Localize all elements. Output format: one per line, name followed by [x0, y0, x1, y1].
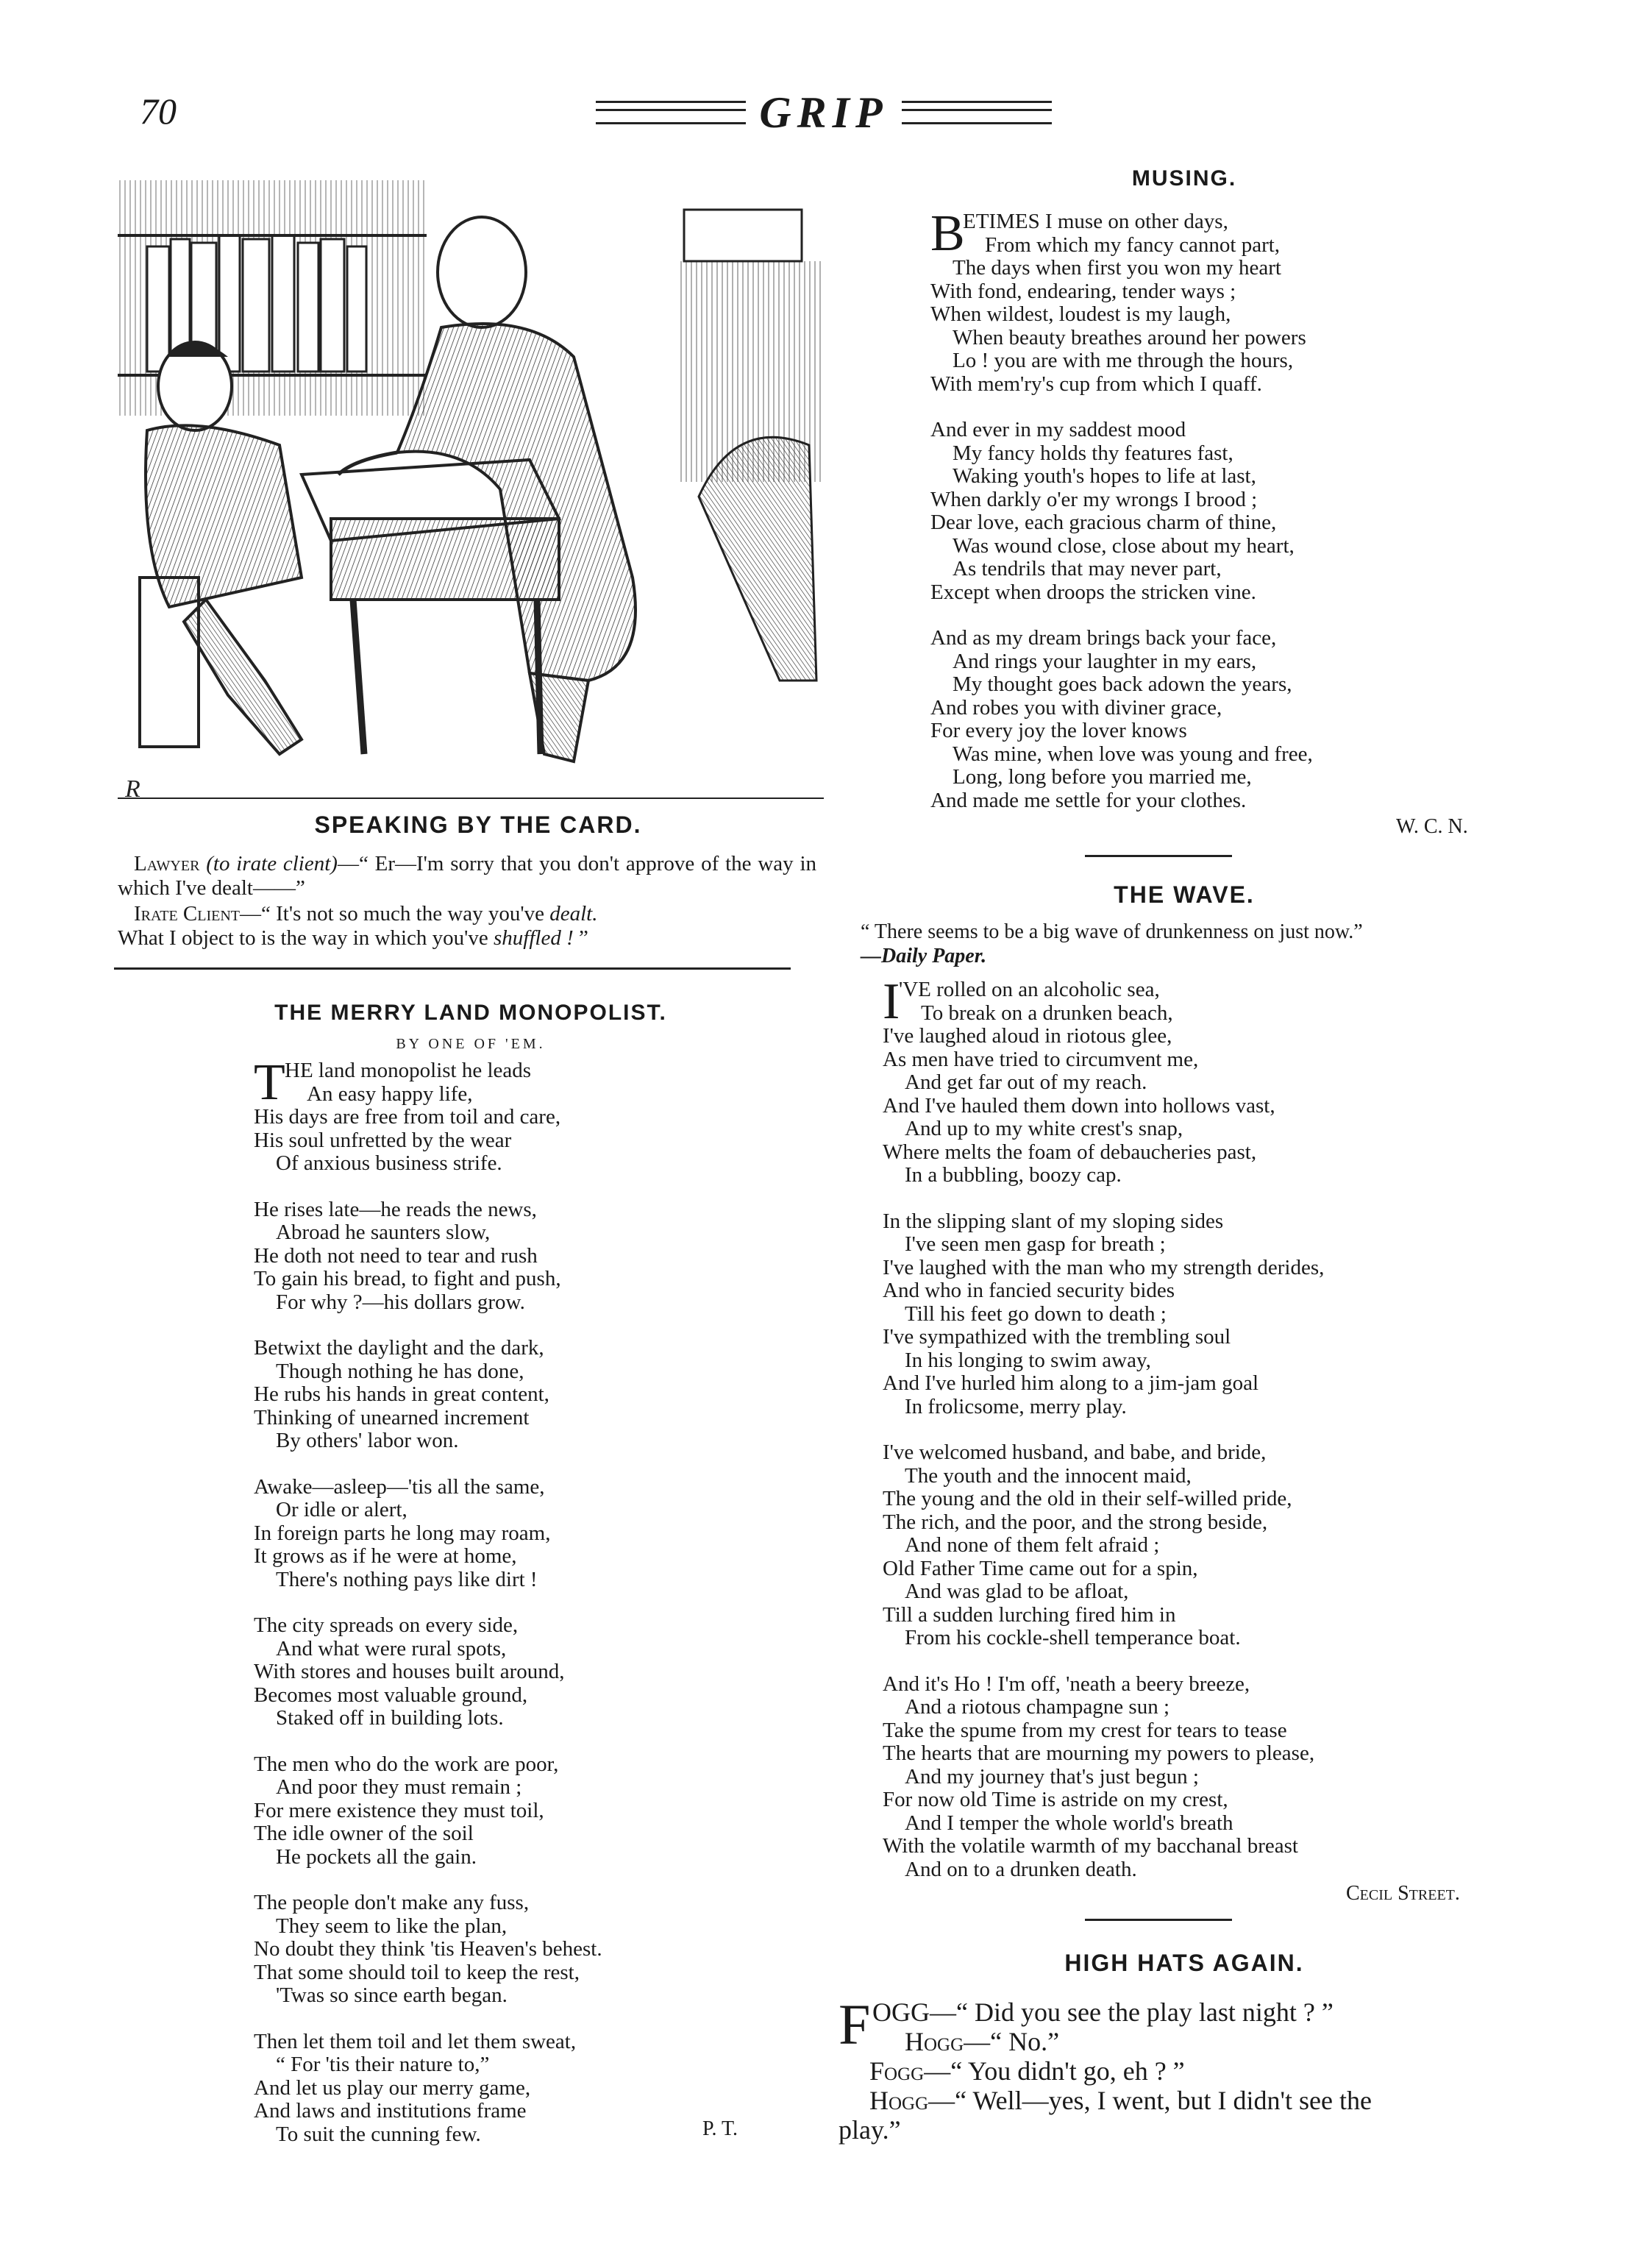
poem-line: And laws and institutions frame [254, 2099, 527, 2123]
cartoon-caption [118, 852, 816, 901]
poem-line: And it's Ho ! I'm off, 'neath a beery breeze, [883, 1672, 1250, 1696]
dialogue-block [839, 1992, 1537, 2056]
stanza [254, 1476, 783, 1592]
poem-line: “ For 'tis their nature to,” [276, 2053, 490, 2076]
poem-line: His soul unfretted by the wear [254, 1128, 512, 1152]
poem-line: Was wound close, close about my heart, [953, 533, 1295, 558]
poem-line: Becomes most valuable ground, [254, 1683, 528, 1707]
masthead-rule-right [902, 101, 1052, 124]
monopolist-byline: BY ONE OF 'EM. [396, 1036, 546, 1052]
poem-line: He doth not need to tear and rush [254, 1243, 538, 1268]
poem-line: And on to a drunken death. [905, 1857, 1137, 1881]
epigraph-source: —Daily Paper. [861, 945, 987, 967]
poem-line: Abroad he saunters slow, [276, 1221, 491, 1244]
stanza [254, 1054, 783, 1176]
poem-line: Waking youth's hopes to life at last, [953, 464, 1256, 488]
poem-line: The men who do the work are poor, [254, 1752, 559, 1776]
lawyer-line: —“ Er—I'm sorry that you don't approve of the way in which I've dealt——” [118, 852, 816, 900]
poem-line: With the volatile warmth of my bacchanal breast [883, 1834, 1298, 1858]
masthead-rule-left [596, 101, 746, 124]
poem-line: As men have tried to circumvent me, [883, 1047, 1199, 1071]
poem-line: My thought goes back adown the years, [953, 672, 1292, 696]
poem-line: And made me settle for your clothes. [930, 788, 1247, 812]
poem-line: As tendrils that may never part, [953, 557, 1222, 580]
separator [1085, 1919, 1232, 1921]
poem-line: In foreign parts he long may roam, [254, 1521, 551, 1545]
poem-line: Where melts the foam of debaucheries past, [883, 1140, 1257, 1164]
stanza [883, 1210, 1530, 1419]
poem-line: Was mine, when love was young and free, [953, 742, 1313, 766]
poem-line: ETIMES I muse on other days, [963, 210, 1228, 233]
wave-epigraph [861, 920, 1523, 968]
poem-line: Old Father Time came out for a spin, [883, 1556, 1198, 1580]
client-em-1: dealt. [549, 902, 598, 926]
poem-line: From which my fancy cannot part, [985, 232, 1281, 257]
page-number: 70 [140, 90, 177, 132]
poem-line: And I've hauled them down into hollows vast, [883, 1093, 1275, 1118]
poem-line: I've seen men gasp for breath ; [905, 1232, 1166, 1256]
poem-line: Though nothing he has done, [276, 1359, 524, 1383]
poem-line: When darkly o'er my wrongs I brood ; [930, 487, 1258, 511]
stanza [930, 419, 1541, 604]
poem-line: And who in fancied security bides [883, 1279, 1175, 1302]
poem-line: Dear love, each gracious charm of thine, [930, 511, 1277, 534]
poem-line: In frolicsome, merry play. [905, 1394, 1127, 1418]
dialogue-line: play.” [839, 2115, 901, 2145]
musing-poem [930, 205, 1541, 835]
poem-line: In his longing to swim away, [905, 1348, 1151, 1372]
poem-line: For every joy the lover knows [930, 719, 1187, 742]
client-caption [118, 902, 816, 951]
poem-line: There's nothing pays like dirt ! [276, 1567, 538, 1591]
poem-line: I've laughed with the man who my strength derides, [883, 1255, 1325, 1279]
poem-line: In the slipping slant of my sloping sides [883, 1209, 1224, 1233]
poem-line: Take the spume from my crest for tears to tease [883, 1718, 1287, 1742]
poem-line: His days are free from toil and care, [254, 1105, 561, 1129]
monopolist-signature: P. T. [702, 2117, 738, 2140]
poem-line: And poor they must remain ; [276, 1775, 522, 1799]
client-line-2: What I object to is the way in which you've [118, 926, 494, 950]
poem-line: The people don't make any fuss, [254, 1891, 530, 1914]
poem-line: Till a sudden lurching fired him in [883, 1602, 1176, 1627]
poem-line: He rises late—he reads the news, [254, 1197, 537, 1221]
poem-line: That some should toil to keep the rest, [254, 1960, 580, 1984]
poem-line: The young and the old in their self-willed pride, [883, 1487, 1292, 1510]
poem-line: And ever in my saddest mood [930, 418, 1186, 441]
poem-line: The days when first you won my heart [953, 256, 1281, 280]
dialogue-text: —“ No.” [964, 2027, 1060, 2056]
dropcap: B [930, 205, 965, 262]
separator [1085, 855, 1232, 857]
poem-line: Except when droops the stricken vine. [930, 580, 1256, 604]
wave-poem [883, 973, 1530, 1904]
monopolist-poem [254, 1054, 783, 2169]
stanza [254, 1614, 783, 1730]
poem-line: HE land monopolist he leads [285, 1059, 532, 1082]
dropcap: I [883, 973, 900, 1030]
poem-line: I've sympathized with the trembling soul [883, 1325, 1231, 1349]
dialogue-line: OGG—“ Did you see the play last night ? ” [872, 1997, 1334, 2027]
poem-line: The idle owner of the soil [254, 1822, 474, 1845]
poem-line: The city spreads on every side, [254, 1613, 519, 1637]
lawyer-direction: (to irate client) [206, 852, 338, 875]
poem-line: The youth and the innocent maid, [905, 1463, 1192, 1488]
poem-line: To gain his bread, to fight and push, [254, 1267, 561, 1290]
poem-line: And a riotous champagne sun ; [905, 1695, 1170, 1719]
dropcap: T [254, 1054, 285, 1111]
poem-line: Thinking of unearned increment [254, 1405, 530, 1429]
wave-title: THE WAVE. [1114, 881, 1255, 908]
poem-line: The rich, and the poor, and the strong beside, [883, 1510, 1268, 1534]
poem-line: Till his feet go down to death ; [905, 1301, 1167, 1326]
poem-line: Or idle or alert, [276, 1498, 407, 1521]
stanza [254, 1892, 783, 2008]
poem-line: And rings your laughter in my ears, [953, 649, 1257, 673]
armchair [699, 437, 816, 681]
client-speaker: Irate Client [134, 902, 241, 926]
client-em-2: shuffled ! [493, 926, 574, 950]
poem-line: With fond, endearing, tender ways ; [930, 279, 1236, 303]
poem-line: In a bubbling, boozy cap. [905, 1163, 1122, 1187]
stanza [883, 973, 1530, 1187]
stanza [254, 1753, 783, 1869]
masthead-title: GRIP [759, 88, 889, 137]
poem-line: And let us play our merry game, [254, 2075, 531, 2100]
dialogue-line [839, 2027, 1537, 2056]
epigraph-text: “ There seems to be a big wave of drunkenness on just now.” [861, 920, 1363, 943]
dialogue-text: —“ Well—yes, I went, but I didn't see the [928, 2086, 1372, 2115]
dialogue-line [839, 2086, 1537, 2115]
poem-line: It grows as if he were at home, [254, 1544, 517, 1568]
poem-line: They seem to like the plan, [276, 1914, 508, 1938]
poem-line: With mem'ry's cup from which I quaff. [930, 372, 1262, 396]
stanza [930, 205, 1541, 396]
poem-line: The hearts that are mourning my powers to please, [883, 1741, 1315, 1765]
stanza [254, 1198, 783, 1315]
poem-line: For now old Time is astride on my crest, [883, 1788, 1228, 1811]
poem-line: No doubt they think 'tis Heaven's behest. [254, 1937, 602, 1961]
poem-line: With stores and houses built around, [254, 1660, 565, 1683]
poem-line: Staked off in building lots. [276, 1706, 504, 1730]
poem-line: And as my dream brings back your face, [930, 626, 1277, 650]
poem-line: And what were rural spots, [276, 1636, 507, 1660]
client-line-1: —“ It's not so much the way you've [240, 902, 550, 926]
poem-line: Betwixt the daylight and the dark, [254, 1336, 544, 1360]
hats-dialogue [839, 1992, 1537, 2145]
musing-signature: W. C. N. [1396, 815, 1468, 838]
poem-line: 'Twas so since earth began. [276, 1983, 508, 2007]
poem-line: I've laughed aloud in riotous glee, [883, 1024, 1172, 1048]
poem-line: When wildest, loudest is my laugh, [930, 302, 1231, 326]
cartoon-title: SPEAKING BY THE CARD. [314, 811, 642, 838]
speaker: Fogg [869, 2056, 925, 2086]
monopolist-title: THE MERRY LAND MONOPOLIST. [274, 1001, 667, 1025]
poem-line: And my journey that's just begun ; [905, 1764, 1199, 1789]
speaker: Hogg [869, 2086, 929, 2115]
wave-signature: Cecil Street. [1346, 1882, 1460, 1905]
poem-line: 'VE rolled on an alcoholic sea, [899, 978, 1160, 1001]
poem-line: And get far out of my reach. [905, 1070, 1147, 1094]
stanza [883, 1673, 1530, 1882]
dialogue-line [839, 2056, 1537, 2086]
poem-line: Of anxious business strife. [276, 1151, 502, 1175]
speaker: Hogg [905, 2027, 964, 2056]
poem-line: Long, long before you married me, [953, 765, 1252, 789]
poem-line: He rubs his hands in great content, [254, 1382, 549, 1406]
poem-line: When beauty breathes around her powers [953, 325, 1306, 349]
separator [114, 967, 791, 970]
lawyer-speaker: Lawyer [134, 852, 200, 875]
hats-title: HIGH HATS AGAIN. [1064, 1950, 1304, 1976]
poem-line: Lo ! you are with me through the hours, [953, 349, 1294, 372]
poem-line: And I've hurled him along to a jim-jam goal [883, 1371, 1258, 1395]
poem-line: My fancy holds thy features fast, [953, 441, 1233, 465]
poem-line: By others' labor won. [276, 1429, 459, 1452]
poem-line: And robes you with diviner grace, [930, 695, 1222, 720]
masthead [596, 87, 1052, 138]
svg-text:R: R [125, 775, 140, 803]
dropcap: F [839, 1992, 871, 2056]
poem-line: For why ?—his dollars grow. [276, 1290, 525, 1314]
poem-line: For mere existence they must toil, [254, 1798, 544, 1822]
poem-line: Then let them toil and let them sweat, [254, 2029, 577, 2053]
poem-line: To suit the cunning few. [276, 2122, 481, 2146]
poem-line: And I temper the whole world's breath [905, 1811, 1233, 1835]
stanza [930, 627, 1541, 812]
dialogue-text: —“ You didn't go, eh ? ” [924, 2056, 1185, 2086]
poem-line: From his cockle-shell temperance boat. [905, 1626, 1241, 1649]
stanza [254, 1337, 783, 1453]
poem-line: And was glad to be afloat, [905, 1580, 1129, 1603]
poem-line: Awake—asleep—'tis all the same, [254, 1474, 545, 1499]
client-line-end: ” [573, 926, 588, 950]
poem-line: He pockets all the gain. [276, 1844, 477, 1869]
poem-line: And none of them felt afraid ; [905, 1533, 1160, 1557]
poem-line: And up to my white crest's snap, [905, 1117, 1183, 1140]
poem-line: An easy happy life, [307, 1081, 473, 1106]
poem-line: I've welcomed husband, and babe, and bride, [883, 1441, 1267, 1464]
musing-title: MUSING. [1131, 166, 1237, 191]
stanza [883, 1441, 1530, 1650]
poem-line: To break on a drunken beach, [921, 1001, 1173, 1025]
cartoon-illustration [118, 166, 831, 806]
